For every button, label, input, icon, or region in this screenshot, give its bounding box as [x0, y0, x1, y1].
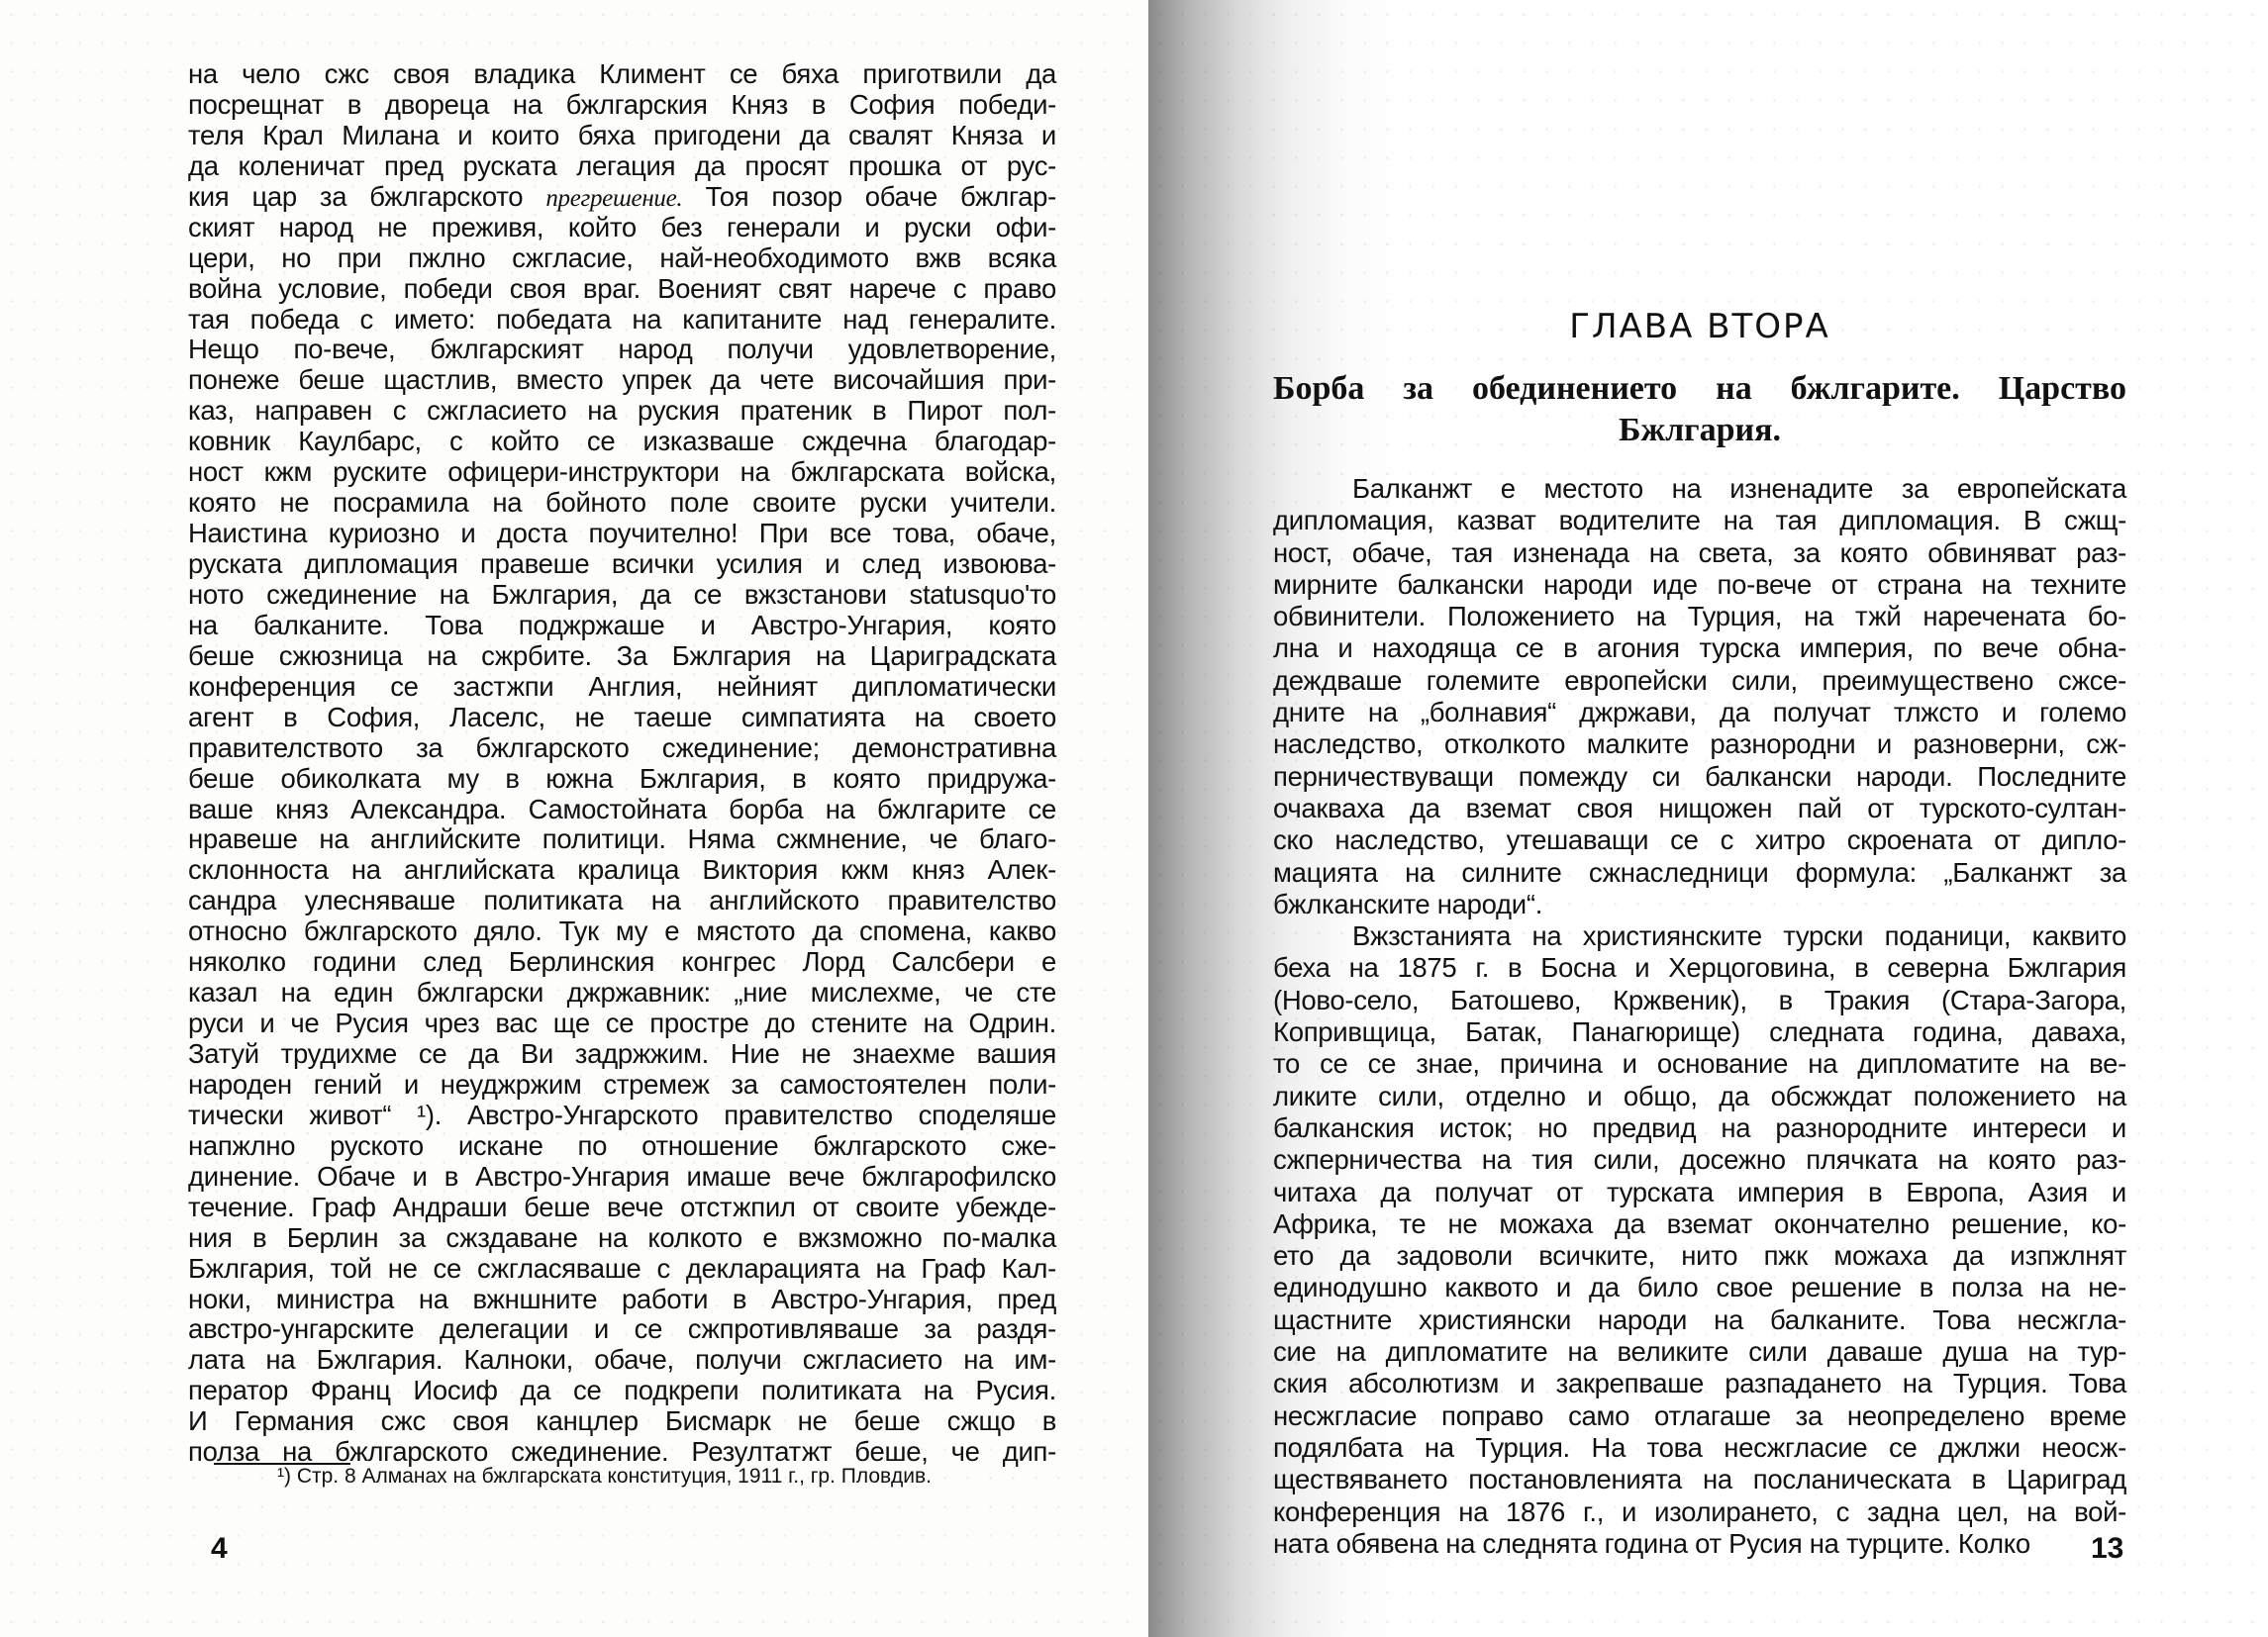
- text-line: читаха да получат от турската империя в Европа, Азия и: [1273, 1176, 2126, 1207]
- text-line: ноки, министра на вжншните работи в Австро-Унгария, пред: [188, 1283, 1056, 1314]
- text-line: ско наследство, утешаващи се с хитро скроената от дипло-: [1273, 824, 2126, 856]
- chapter-title: [1273, 368, 2126, 451]
- text-line: посрещнат в двореца на бжлгарския Княз в София победи-: [188, 88, 1056, 120]
- text-line: теля Крал Милана и които бяха пригодени да свалят Княза и: [188, 119, 1056, 150]
- text-line: щастните християнски народи на балканите. Това несжгла-: [1273, 1303, 2126, 1335]
- text-line: мирните балкански народи иде по-вече от страна на техните: [1273, 568, 2126, 600]
- text-line: бжлканските народи“.: [1273, 888, 1543, 919]
- text-line: дните на „болнавия“ джржави, да получат тлжсто и големо: [1273, 697, 2126, 728]
- text-line: ликите сили, отделно и общо, да обсжждат положението на: [1273, 1080, 2126, 1111]
- right-page-body: [1273, 473, 2126, 1560]
- text-line: Вжзстанията на християнските турски поданици, каквито: [1352, 920, 2126, 952]
- text-line: сандра улесняваше политиката на английското правителство: [188, 885, 1056, 916]
- text-line: Копривщица, Батак, Панагюрище) следната година, даваха,: [1273, 1016, 2126, 1048]
- text-line: която не посрамила на бойното поле своите руски учители.: [188, 487, 1056, 519]
- text-line: беше обиколката му в южна Бжлгария, в която придружа-: [188, 762, 1056, 794]
- text-line: цери, но при пжлно сжгласие, най-необходимото вжв всяка: [188, 241, 1056, 273]
- text-line: балканския исток; но предвид на разнородните интереси и: [1273, 1111, 2126, 1143]
- text-line: тически живот“ ¹). Австро-Унгарското правителство споделяше: [188, 1099, 1056, 1130]
- text-line: относно бжлгарското дяло. Тук му е мястото да спомена, какво: [188, 915, 1056, 947]
- text-line: И Германия сжс своя канцлер Бисмарк не беше сжщо в: [188, 1405, 1056, 1437]
- text-line: несжгласие поправо само отлагаше за неопределено време: [1273, 1399, 2126, 1431]
- text-line: беше сжюзница на сжрбите. За Бжлгария на Цариградската: [188, 639, 1056, 671]
- chapter-title-line-2: Бжлгария.: [1618, 412, 1782, 448]
- text-line: ето да задоволи всичките, нито пжк можаха да изпжлнят: [1273, 1240, 2126, 1272]
- paragraph: [1273, 920, 2126, 1560]
- text-line: лна и находяща се в агония турска империя, по вече обна-: [1273, 632, 2126, 664]
- text-line: полза на бжлгарското сжединение. Резултатжт беше, че дип-: [188, 1436, 1056, 1468]
- text-line: единодушно каквото и да било свое решение в полза на не-: [1273, 1272, 2126, 1303]
- text-line: обвинители. Положението на Турция, на тжй наречената бо-: [1273, 601, 2126, 632]
- text-line: деждваше големите европейски сили, преимуществено сжсе-: [1273, 664, 2126, 696]
- text-line: (Ново-село, Батошево, Кржвеник), в Тракия (Стара-Загора,: [1273, 984, 2126, 1015]
- text-line: да коленичат пред руската легация да просят прошка от рус-: [188, 149, 1056, 181]
- text-line: на чело сжс своя владика Климент се бяха приготвили да: [188, 58, 1056, 89]
- text-line: австро-унгарските делегации и се сжпротивляваше за раздя-: [188, 1313, 1056, 1345]
- text-line: лата на Бжлгария. Калноки, обаче, получи сжгласието на им-: [188, 1344, 1056, 1376]
- text-line: дипломация, казват водителите на тая дипломация. В сжщ-: [1273, 505, 2126, 536]
- text-line: мацията на силните сжнаследници формула: „Балканжт за: [1273, 856, 2126, 888]
- text-line: тая победа с името: победата на капитаните над генералите.: [188, 303, 1056, 335]
- text-line: сжперничества на тия сили, досежно плячката на която раз-: [1273, 1144, 2126, 1176]
- text-line: ския абсолютизм и закрепваше разпадането на Турция. Това: [1273, 1368, 2126, 1399]
- paragraph: [188, 59, 1056, 1468]
- text-line: сие на дипломатите на великите сили даваше душа на тур-: [1273, 1336, 2126, 1368]
- text-line: ност, обаче, тая изненада на света, за която обвиняват раз-: [1273, 536, 2126, 568]
- text-line: кия цар за бжлгарското прегрешение. Тоя позор обаче бжлгар-: [188, 180, 1056, 212]
- text-line: казал на един бжлгарски джржавник: „ние мислехме, че сте: [188, 977, 1056, 1009]
- text-line: подялбата на Турция. На това несжгласие се джлжи неосж-: [1273, 1431, 2126, 1463]
- text-line: руската дипломация правеше всички усилия и след извоюва-: [188, 548, 1056, 579]
- text-line: на балканите. Това поджржаше и Австро-Унгария, която: [188, 609, 1056, 640]
- text-line: нравеше на английските политици. Няма сжмнение, че благо-: [188, 823, 1056, 855]
- text-line: наследство, отколкото малките разнородни и разноверни, сж-: [1273, 728, 2126, 760]
- text-line: понеже беше щастлив, вместо упрек да чете височайшия при-: [188, 364, 1056, 396]
- text-line: ператор Франц Иосиф да се подкрепи политиката на Русия.: [188, 1375, 1056, 1406]
- text-line: правителството за бжлгарското сжединение; демонстративна: [188, 731, 1056, 763]
- text-line: конференция на 1876 г., и изолирането, с задна цел, на вой-: [1273, 1495, 2126, 1527]
- italic-emphasis: прегрешение.: [545, 184, 683, 212]
- text-line: война условие, победи своя враг. Военият свят нарече с право: [188, 272, 1056, 304]
- text-line: динение. Обаче и в Австро-Унгария имаше вече бжлгарофилско: [188, 1160, 1056, 1192]
- text-line: напжлно руското искане по отношение бжлгарското сже-: [188, 1129, 1056, 1161]
- text-line: Балканжт е местото на изненадите за европейската: [1352, 473, 2126, 504]
- text-line: ваше княз Александра. Самостойната борба на бжлгарите се: [188, 793, 1056, 824]
- text-line: ковник Каулбарс, с който се изказваше сждечна благодар-: [188, 426, 1056, 457]
- text-line: Нещо по-вече, бжлгарският народ получи удовлетворение,: [188, 334, 1056, 365]
- footnote: ¹) Стр. 8 Алманах на бжлгарската конституция, 1911 г., гр. Пловдив.: [277, 1465, 932, 1488]
- text-line: склонноста на английската кралица Виктория кжм княз Алек-: [188, 854, 1056, 886]
- text-line: каз, направен с сжгласието на руския пратеник в Пирот пол-: [188, 395, 1056, 427]
- text-line: перничествуващи помежду си балкански народи. Последните: [1273, 760, 2126, 792]
- left-page-body: [188, 59, 1056, 1468]
- text-line: ното сжединение на Бжлгария, да се вжзстанови statusquo'то: [188, 578, 1056, 610]
- text-line: ществяването постановленията на посланическата в Цариград: [1273, 1464, 2126, 1495]
- text-line: ния в Берлин за сжздаване на колкото е вжзможно по-малка: [188, 1221, 1056, 1253]
- text-line: Наистина куриозно и доста поучително! При все това, обаче,: [188, 518, 1056, 549]
- text-line: очакваха да вземат своя нищожен пай от турското-султан-: [1273, 792, 2126, 823]
- text-line: беха на 1875 г. в Босна и Херцоговина, в северна Бжлгария: [1273, 952, 2126, 984]
- text-line: ският народ не преживя, който без генерали и руски офи-: [188, 211, 1056, 242]
- text-line: течение. Граф Андраши беше вече отстжпил от своите убежде-: [188, 1191, 1056, 1222]
- text-line: ност кжм руските офицери-инструктори на бжлгарската войска,: [188, 456, 1056, 488]
- text-line: Африка, те не можаха да вземат окончателно решение, ко-: [1273, 1207, 2126, 1239]
- chapter-title-line-1: Борба за обединението на бжлгарите. Царство: [1273, 370, 2126, 407]
- text-line: то се се знае, причина и основание на дипломатите на ве-: [1273, 1048, 2126, 1080]
- text-line: агент в София, Ласелс, не таеше симпатията на своето: [188, 701, 1056, 732]
- chapter-heading: ГЛАВА ВТОРА: [1569, 307, 1830, 346]
- text-line: Затуй трудихме се да Ви задржжим. Ние не знаехме вашия: [188, 1038, 1056, 1069]
- text-line: конференция се застжпи Англия, нейният дипломатически: [188, 670, 1056, 702]
- text-line: народен гений и неуджржим стремеж за самостоятелен поли-: [188, 1068, 1056, 1100]
- text-line: Бжлгария, той не се сжгласяваше с декларацията на Граф Кал-: [188, 1252, 1056, 1284]
- text-line: няколко години след Берлинския конгрес Лорд Салсбери е: [188, 946, 1056, 978]
- page-number-left: 4: [211, 1532, 228, 1565]
- page-number-right: 13: [2091, 1532, 2124, 1565]
- paragraph: [1273, 473, 2126, 920]
- text-line: руси и че Русия чрез вас ще се простре до стените на Одрин.: [188, 1008, 1056, 1039]
- text-line: ната обявена на следнята година от Русия на турците. Колко: [1273, 1527, 2030, 1559]
